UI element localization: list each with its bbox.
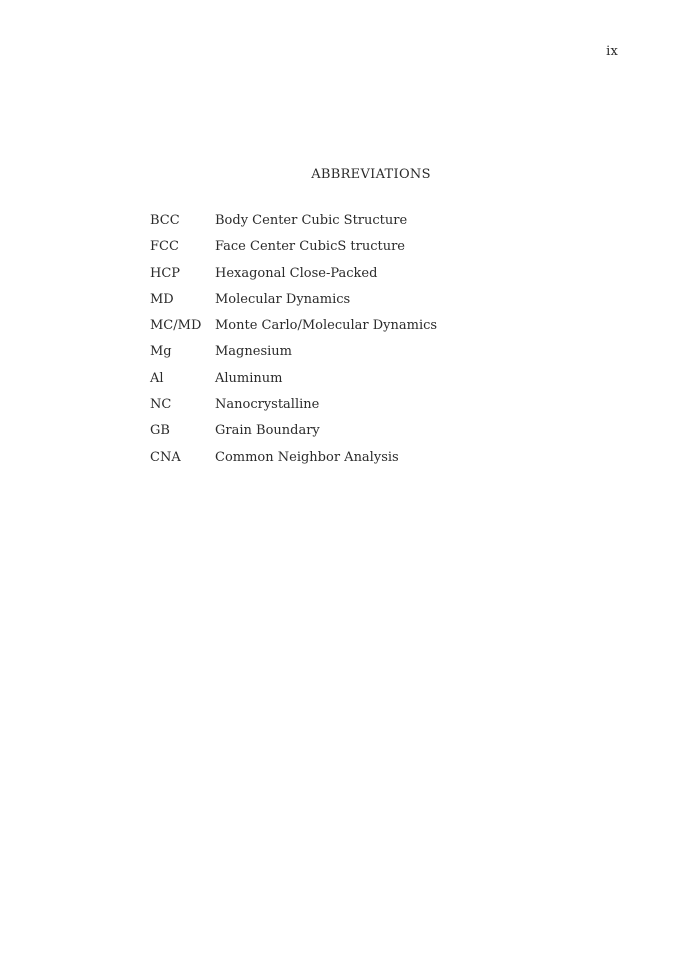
abbreviation-row [150,212,437,238]
abbreviation-row [150,291,437,317]
abbreviation-term: MC/MD [150,318,202,334]
abbreviation-row [150,238,437,264]
abbreviation-definition: Grain Boundary [215,423,320,439]
abbreviation-term: Al [150,370,164,386]
abbreviation-term: Mg [150,344,172,360]
abbreviation-row [150,317,437,343]
abbreviation-definition: Magnesium [215,344,292,360]
page-title: ABBREVIATIONS [311,167,431,182]
abbreviation-term: NC [150,397,172,413]
abbreviation-row [150,343,437,369]
abbreviation-row [150,265,437,291]
abbreviation-definition: Face Center CubicS tructure [215,239,405,255]
abbreviation-term: FCC [150,239,179,255]
abbreviation-term: MD [150,291,174,307]
abbreviation-row [150,396,437,422]
abbreviation-definition: Hexagonal Close-Packed [215,265,378,281]
abbreviation-definition: Aluminum [215,370,283,386]
abbreviations-list [150,212,437,475]
abbreviation-term: HCP [150,265,181,281]
abbreviation-row [150,449,437,475]
abbreviation-term: GB [150,423,170,439]
abbreviation-term: CNA [150,449,181,465]
abbreviation-definition: Body Center Cubic Structure [215,213,408,228]
page-number: ix [606,44,618,59]
abbreviation-definition: Molecular Dynamics [215,291,351,307]
abbreviation-definition: Nanocrystalline [215,397,320,413]
abbreviation-row [150,370,437,396]
abbreviation-row [150,422,437,448]
abbreviation-definition: Common Neighbor Analysis [215,449,399,465]
abbreviation-definition: Monte Carlo/Molecular Dynamics [215,318,438,334]
abbreviation-term: BCC [150,213,180,228]
